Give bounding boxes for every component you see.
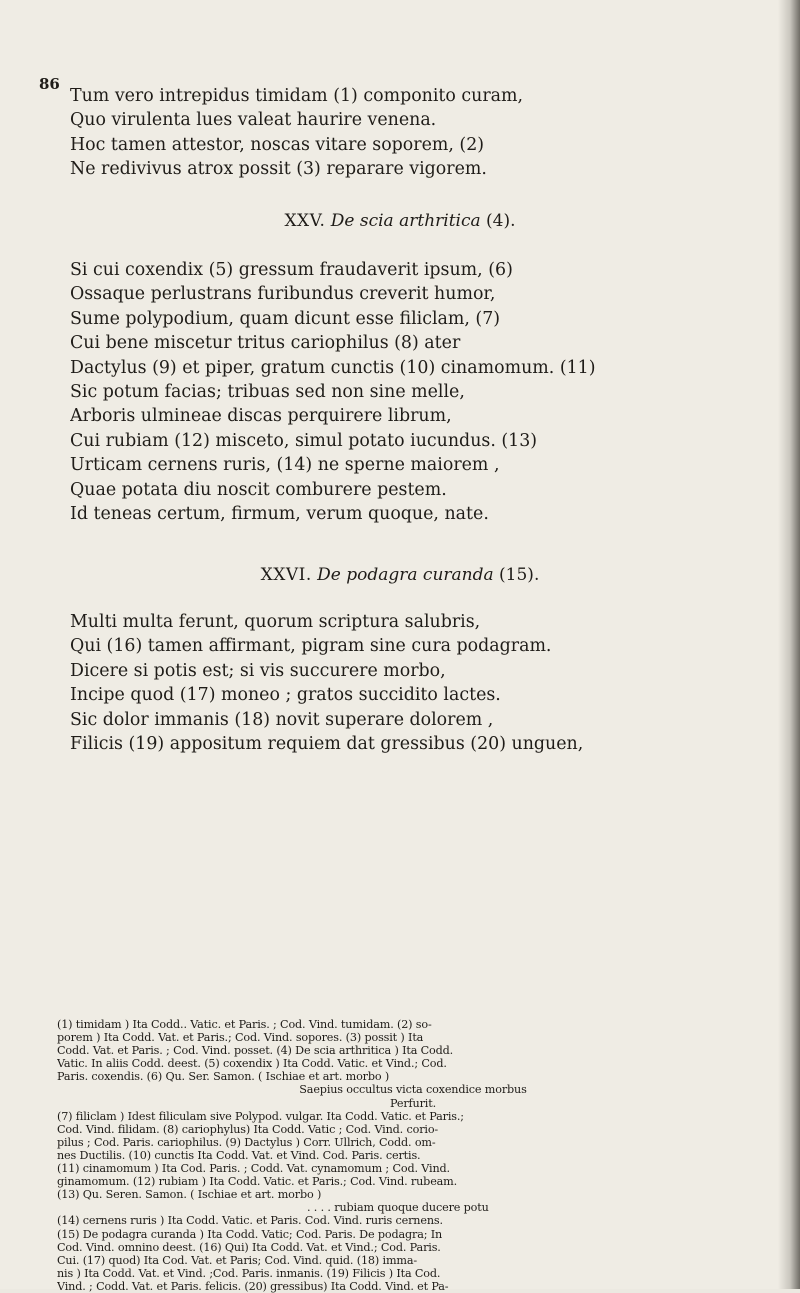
section-note-ref: (15). <box>499 565 540 585</box>
verse-line: Filicis (19) appositum requiem dat gressibus (20) unguen, <box>70 733 584 754</box>
footnote-line: pilus ; Cod. Paris. cariophilus. (9) Dactylus ) Corr. Ullrich, Codd. om- <box>57 1135 436 1149</box>
verse-line: Sic potum facias; tribuas sed non sine melle, <box>70 381 465 402</box>
verse-line: Cui rubiam (12) misceto, simul potato iucundus. (13) <box>70 430 538 451</box>
section-heading-25 <box>0 211 800 231</box>
verse-line: Urticam cernens ruris, (14) ne sperne maiorem , <box>70 455 500 476</box>
page-edge-shadow <box>778 0 800 1289</box>
verse-line: Dactylus (9) et piper, gratum cunctis (10) cinamomum. (11) <box>70 357 596 378</box>
footnote-line: (7) filiclam ) Idest filiculam sive Polypod. vulgar. Ita Codd. Vatic. et Paris.; <box>57 1109 464 1123</box>
footnote-line: porem ) Ita Codd. Vat. et Paris.; Cod. Vind. sopores. (3) possit ) Ita <box>57 1031 424 1045</box>
footnote-line: Cod. Vind. filidam. (8) cariophylus) Ita Codd. Vatic ; Cod. Vind. corio- <box>57 1122 439 1136</box>
verse-line: Qui (16) tamen affirmant, pigram sine cura podagram. <box>70 636 552 657</box>
verse-line: Ossaque perlustrans furibundus creverit humor, <box>70 284 496 305</box>
footnote-line: (11) cinamomum ) Ita Cod. Paris. ; Codd. Vat. cynamomum ; Cod. Vind. <box>57 1162 450 1176</box>
verses-section-25 <box>70 258 770 526</box>
verse-line: Sic dolor immanis (18) novit superare dolorem , <box>70 709 494 730</box>
verse-line: Tum vero intrepidus timidam (1) componito curam, <box>70 86 524 106</box>
footnote-line: (15) De podagra curanda ) Ita Codd. Vatic; Cod. Paris. De podagra; In <box>57 1227 443 1241</box>
verses-section-26 <box>70 610 770 756</box>
verse-line: Sume polypodium, quam dicunt esse filiclam, (7) <box>70 308 501 329</box>
section-numeral: XXV. <box>284 211 326 231</box>
verse-line: Quo virulenta lues valeat haurire venena. <box>70 110 437 131</box>
footnote-line: (14) cernens ruris ) Ita Codd. Vatic. et Paris. Cod. Vind. ruris cernens. <box>57 1214 443 1228</box>
footnote-line: Cod. Vind. omnino deest. (16) Qui) Ita Codd. Vat. et Vind.; Cod. Paris. <box>57 1240 441 1254</box>
verses-top <box>70 84 770 182</box>
footnote-quote-line: Saepius occultus victa coxendice morbus <box>299 1083 527 1097</box>
section-title: De scia arthritica <box>330 211 481 231</box>
verse-line: Hoc tamen attestor, noscas vitare soporem, (2) <box>70 134 485 155</box>
footnotes <box>57 1018 769 1293</box>
footnote-line: Paris. coxendis. (6) Qu. Ser. Samon. ( Ischiae et art. morbo ) <box>57 1070 390 1084</box>
footnote-line: nes Ductilis. (10) cunctis Ita Codd. Vat. et Vind. Cod. Paris. certis. <box>57 1148 421 1162</box>
verse-line: Incipe quod (17) moneo ; gratos succidito lactes. <box>70 685 501 706</box>
footnote-line: Codd. Vat. et Paris. ; Cod. Vind. posset. (4) De scia arthritica ) Ita Codd. <box>57 1044 454 1058</box>
footnote-line: Vind. ; Codd. Vat. et Paris. felicis. (20) gressibus) Ita Codd. Vind. et Pa- <box>57 1279 449 1293</box>
verse-line: Arboris ulmineae discas perquirere librum, <box>70 406 452 427</box>
section-title: De podagra curanda <box>317 565 494 585</box>
footnote-line: nis ) Ita Codd. Vat. et Vind. ;Cod. Paris. inmanis. (19) Filicis ) Ita Cod. <box>57 1266 441 1280</box>
footnote-line: (13) Qu. Seren. Samon. ( Ischiae et art. morbo ) <box>57 1188 322 1202</box>
footnote-line: ginamomum. (12) rubiam ) Ita Codd. Vatic. et Paris.; Cod. Vind. rubeam. <box>57 1175 458 1189</box>
footnote-line: Vatic. In aliis Codd. deest. (5) coxendix ) Ita Codd. Vatic. et Vind.; Cod. <box>57 1057 447 1071</box>
footnote-line: (1) timidam ) Ita Codd.. Vatic. et Paris. ; Cod. Vind. tumidam. (2) so- <box>57 1018 432 1031</box>
page-number: 86 <box>39 75 60 93</box>
footnote-quote-line: . . . . rubiam quoque ducere potu <box>307 1201 489 1215</box>
section-note-ref: (4). <box>486 211 516 231</box>
verse-line: Dicere si potis est; si vis succurere morbo, <box>70 660 446 681</box>
section-heading-26 <box>0 565 800 585</box>
footnote-line: Cui. (17) quod) Ita Cod. Vat. et Paris; Cod. Vind. quid. (18) imma- <box>57 1253 418 1267</box>
verse-line: Quae potata diu noscit comburere pestem. <box>70 479 447 500</box>
verse-line: Multi multa ferunt, quorum scriptura salubris, <box>70 612 481 632</box>
verse-line: Si cui coxendix (5) gressum fraudaverit ipsum, (6) <box>70 260 513 280</box>
verse-line: Cui bene miscetur tritus cariophilus (8) ater <box>70 333 461 354</box>
verse-line: Id teneas certum, firmum, verum quoque, nate. <box>70 503 489 524</box>
section-numeral: XXVI. <box>260 565 312 585</box>
verse-line: Ne redivivus atrox possit (3) reparare vigorem. <box>70 159 487 180</box>
footnote-quote-line: Perfurit. <box>390 1096 436 1110</box>
